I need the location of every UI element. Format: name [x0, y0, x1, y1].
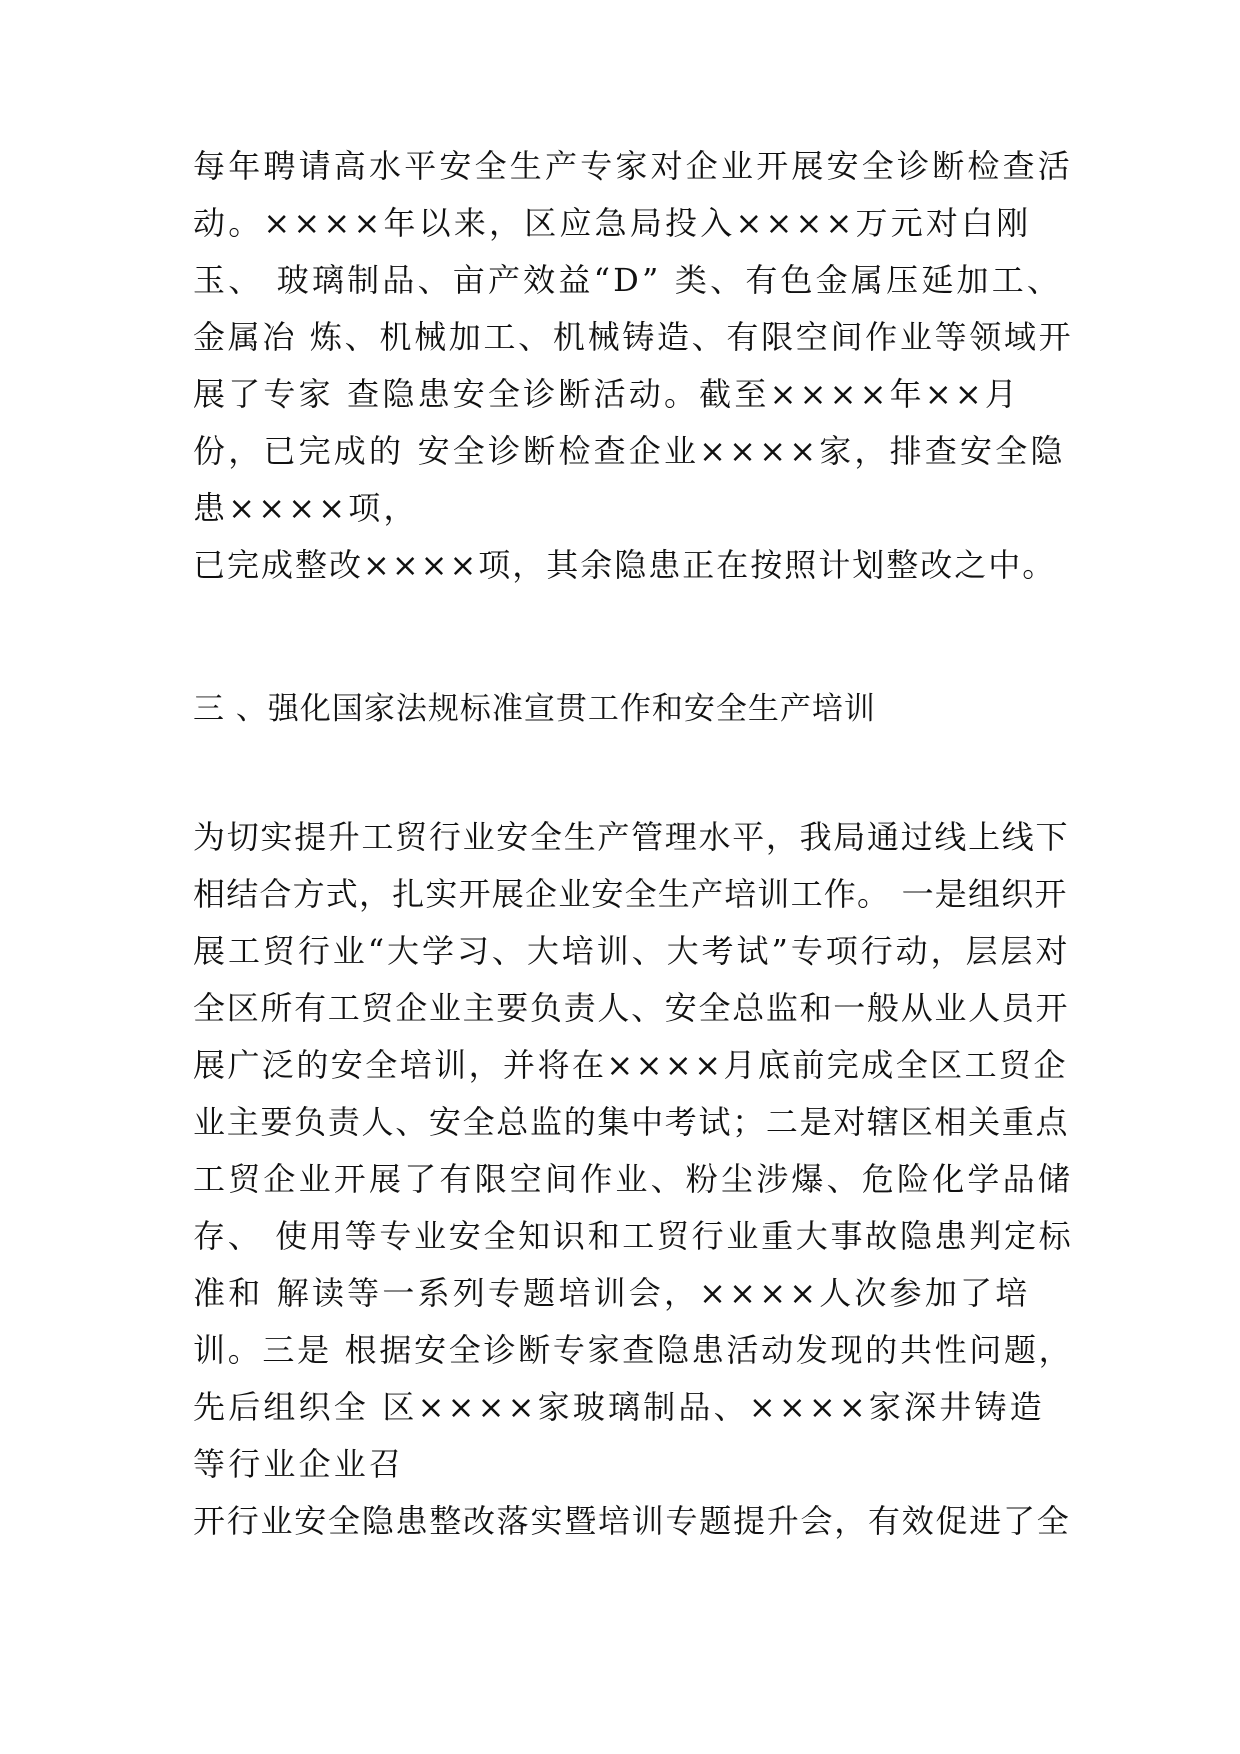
text-line: 玉、 玻璃制品、亩产效益“D” 类、有色金属压延加工、 [193, 261, 1063, 299]
text-line: 动。××××年以来，区应急局投入××××万元对白刚 [193, 204, 1032, 242]
text-line: 训。三是 根据安全诊断专家查隐患活动发现的共性问题， [193, 1331, 1074, 1369]
text-line: 金属冶 炼、机械加工、机械铸造、有限空间作业等领域开 [193, 318, 1074, 356]
text-line: 准和 解读等一系列专题培训会，××××人次参加了培 [193, 1274, 1031, 1312]
text-line: 工贸企业开展了有限空间作业、粉尘涉爆、危险化学品储 [193, 1160, 1074, 1198]
text-line: 业主要负责人、安全总监的集中考试；二是对辖区相关重点 [193, 1103, 1070, 1141]
paragraph-training [193, 809, 1073, 1550]
text-line: 全区所有工贸企业主要负责人、安全总监和一般从业人员开 [193, 989, 1070, 1027]
text-line: 展了专家 查隐患安全诊断活动。截至××××年××月 [193, 375, 1021, 413]
text-line: 相结合方式，扎实开展企业安全生产培训工作。 一是组织开 [193, 875, 1068, 913]
text-line: 存、 使用等专业安全知识和工贸行业重大事故隐患判定标 [193, 1217, 1074, 1255]
text-line: 为切实提升工贸行业安全生产管理水平，我局通过线上线下 [193, 818, 1070, 856]
text-line: 患××××项， [193, 489, 419, 527]
paragraph-continuation [193, 138, 1073, 594]
text-line: 每年聘请高水平安全生产专家对企业开展安全诊断检查活 [193, 147, 1074, 185]
text-line: 展广泛的安全培训，并将在××××月底前完成全区工贸企 [193, 1046, 1068, 1084]
text-line: 已完成整改××××项，其余隐患正在按照计划整改之中。 [193, 546, 1057, 584]
text-line: 先后组织全 区××××家玻璃制品、××××家深井铸造 [193, 1388, 1045, 1426]
text-line: 开行业安全隐患整改落实暨培训专题提升会，有效促进了全 [193, 1502, 1071, 1540]
text-line: 展工贸行业“大学习、大培训、大考试”专项行动，层层对 [193, 932, 1071, 970]
text-line: 等行业企业召 [193, 1445, 405, 1483]
text-line: 份，已完成的 安全诊断检查企业××××家，排查安全隐 [193, 432, 1066, 470]
section-heading: 三 、强化国家法规标准宣贯工作和安全生产培训 [193, 691, 876, 727]
